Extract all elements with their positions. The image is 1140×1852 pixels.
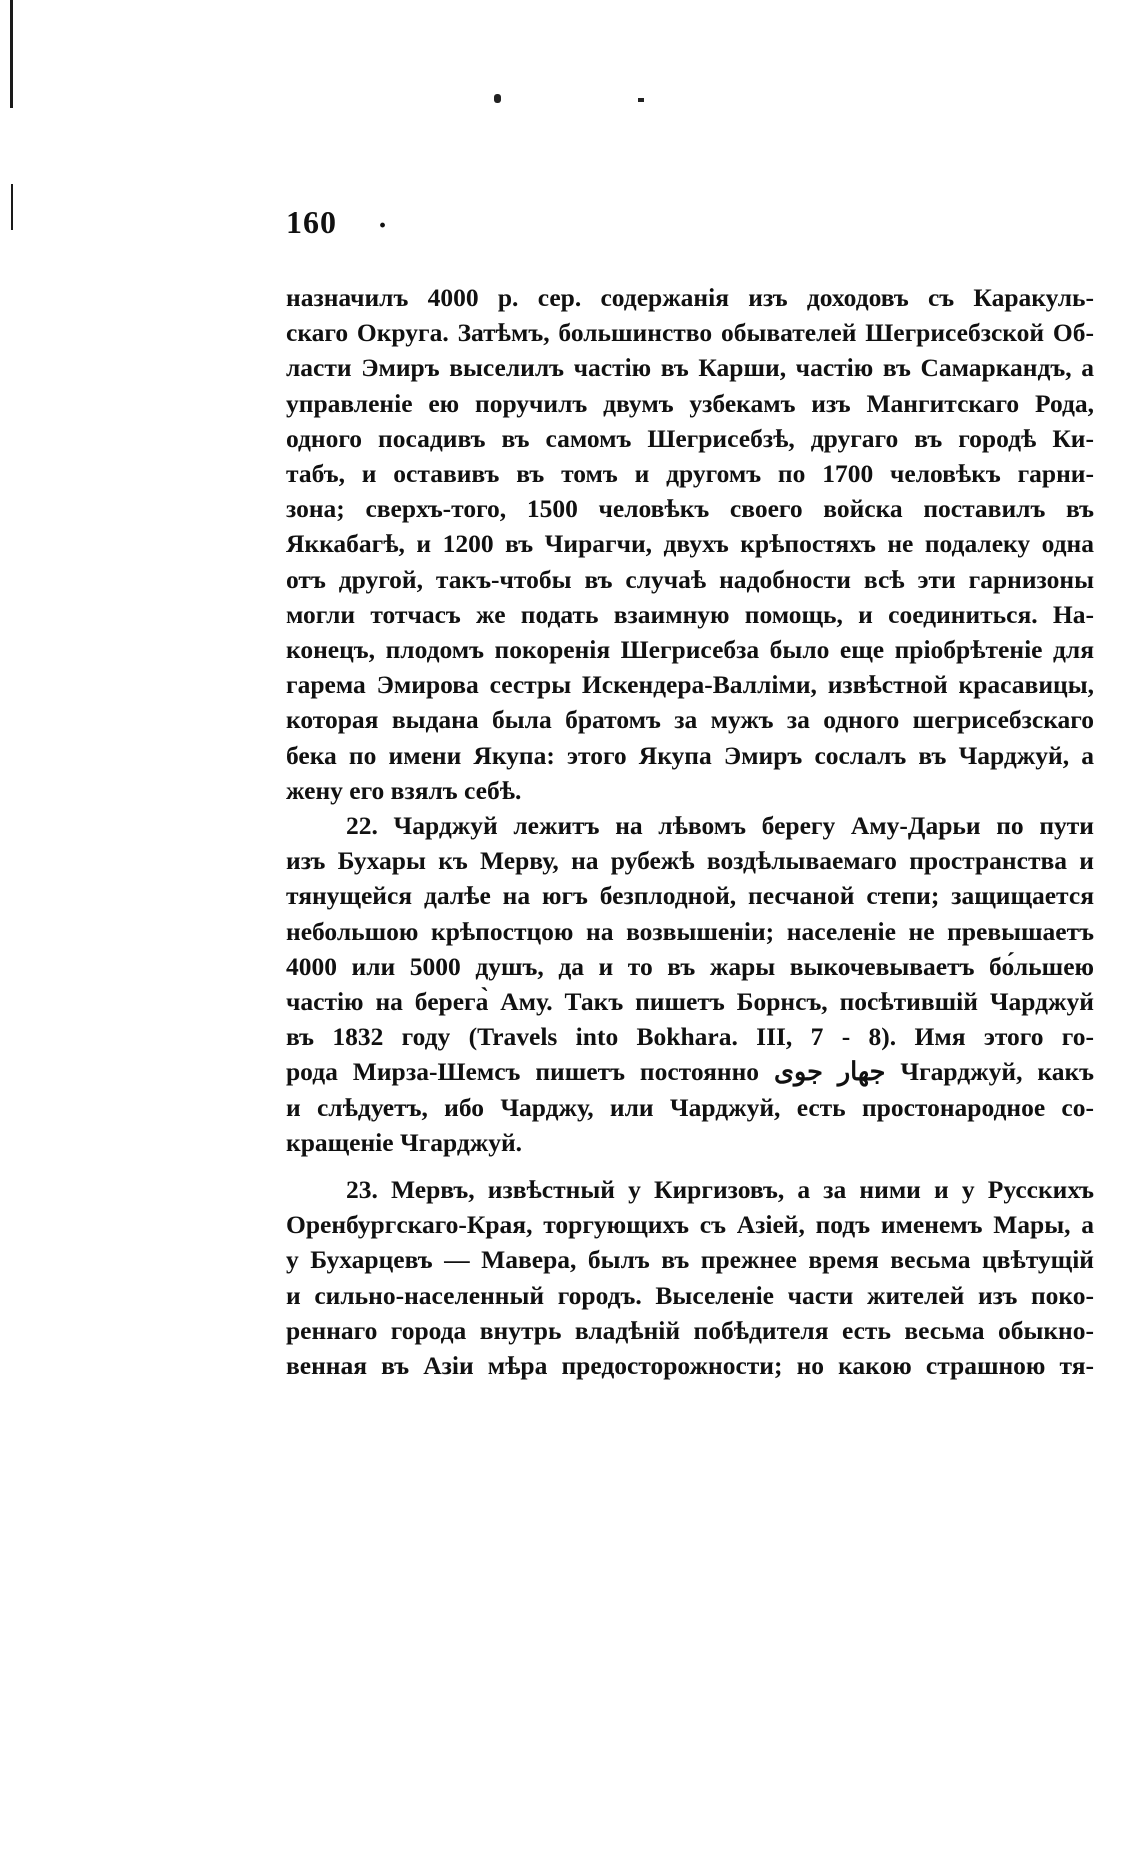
text-line: частію на берега̀ Аму. Такъ пишетъ Борнсъ, посѣтившій Чарджуй	[286, 987, 1094, 1017]
text-line: конецъ, плодомъ покоренія Шегрисебза было еще пріобрѣтеніе для	[286, 635, 1094, 665]
text-line: бека по имени Якупа: этого Якупа Эмиръ сослалъ въ Чарджуй, а	[286, 740, 1094, 770]
text-line: назначилъ 4000 р. сер. содержанія изъ доходовъ съ Каракуль-	[286, 283, 1094, 312]
text-line: изъ Бухары къ Мерву, на рубежѣ воздѣлываемаго пространства и	[286, 846, 1094, 876]
text-line: венная въ Азіи мѣра предосторожности; но какою страшною тя-	[286, 1351, 1094, 1381]
page-edge-mark	[11, 184, 13, 230]
scan-marks	[480, 90, 660, 114]
body-text	[286, 280, 1094, 1383]
text-line: ласти Эмиръ выселилъ частію въ Карши, частію въ Самаркандъ, а	[286, 353, 1094, 383]
text-line: рода Мирза-Шемсъ пишетъ постоянно جهار جوی Чгарджуй, какъ	[286, 1057, 1095, 1087]
text-line: 23. Мервъ, извѣстный у Киргизовъ, а за ними и у Русскихъ	[346, 1175, 1094, 1205]
text-line: Яккабагѣ, и 1200 въ Чирагчи, двухъ крѣпостяхъ не подалеку одна	[286, 529, 1094, 559]
text-line: у Бухарцевъ — Маверa, былъ въ прежнее время весьма цвѣтущій	[286, 1245, 1094, 1275]
scan-dot	[638, 98, 644, 102]
text-line: одного посадивъ въ самомъ Шегрисебзѣ, другаго въ городѣ Ки-	[286, 423, 1094, 453]
text-line: реннаго города внутрь владѣній побѣдителя есть весьма обыкно-	[286, 1315, 1094, 1345]
page-number-dot: .	[378, 204, 388, 234]
text-line: гарема Эмирова сестры Искендера-Валліми, извѣстной красавицы,	[286, 670, 1094, 700]
paragraph-gap	[286, 1160, 1094, 1172]
text-line: управленіе ею поручилъ двумъ узбекамъ изъ Мангитскаго Рода,	[286, 388, 1094, 418]
page-edge-mark	[10, 0, 13, 108]
text-line: которая выдана была братомъ за мужъ за одного шегрисебзскаго	[286, 705, 1094, 735]
text-line: кращеніе Чгарджуй.	[286, 1127, 523, 1157]
text-line: скаго Округа. Затѣмъ, большинство обывателей Шегрисебзской Об-	[286, 318, 1094, 348]
text-line: отъ другой, такъ-чтобы въ случаѣ надобности всѣ эти гарнизоны	[286, 564, 1094, 594]
text-line: жену его взялъ себѣ.	[286, 775, 522, 805]
text-line: Оренбургскаго-Края, торгующихъ съ Азіей, подъ именемъ Мары, а	[286, 1210, 1094, 1240]
text-line: зона; сверхъ-того, 1500 человѣкъ своего войска поставилъ въ	[286, 494, 1094, 524]
text-line: табъ, и оставивъ въ томъ и другомъ по 1700 человѣкъ гарни-	[286, 459, 1094, 489]
text-line: и слѣдуетъ, ибо Чарджу, или Чарджуй, есть простонародное со-	[286, 1092, 1094, 1122]
text-line: 4000 или 5000 душъ, да и то въ жары выкочевываетъ бо́льшею	[286, 951, 1094, 981]
paragraph-22	[286, 808, 1094, 1160]
paragraph-23	[286, 1172, 1094, 1383]
paragraph-continuation	[286, 280, 1094, 808]
text-line: могли тотчасъ же подать взаимную помощь, и соединиться. На-	[286, 599, 1094, 629]
scan-dot	[494, 94, 501, 103]
page-number: 160	[286, 204, 337, 240]
text-line: тянущейся далѣе на югъ безплодной, песчаной степи; защищается	[286, 881, 1094, 911]
text-line: и сильно-населенный городъ. Выселеніе части жителей изъ поко-	[286, 1280, 1094, 1310]
text-line: небольшою крѣпостцою на возвышеніи; населеніе не превышаетъ	[286, 916, 1094, 946]
text-line: 22. Чарджуй лежитъ на лѣвомъ берегу Аму-Дарьи по пути	[346, 811, 1094, 841]
text-line: въ 1832 году (Travels into Bokhara. III, 7 - 8). Имя этого го-	[286, 1022, 1094, 1052]
